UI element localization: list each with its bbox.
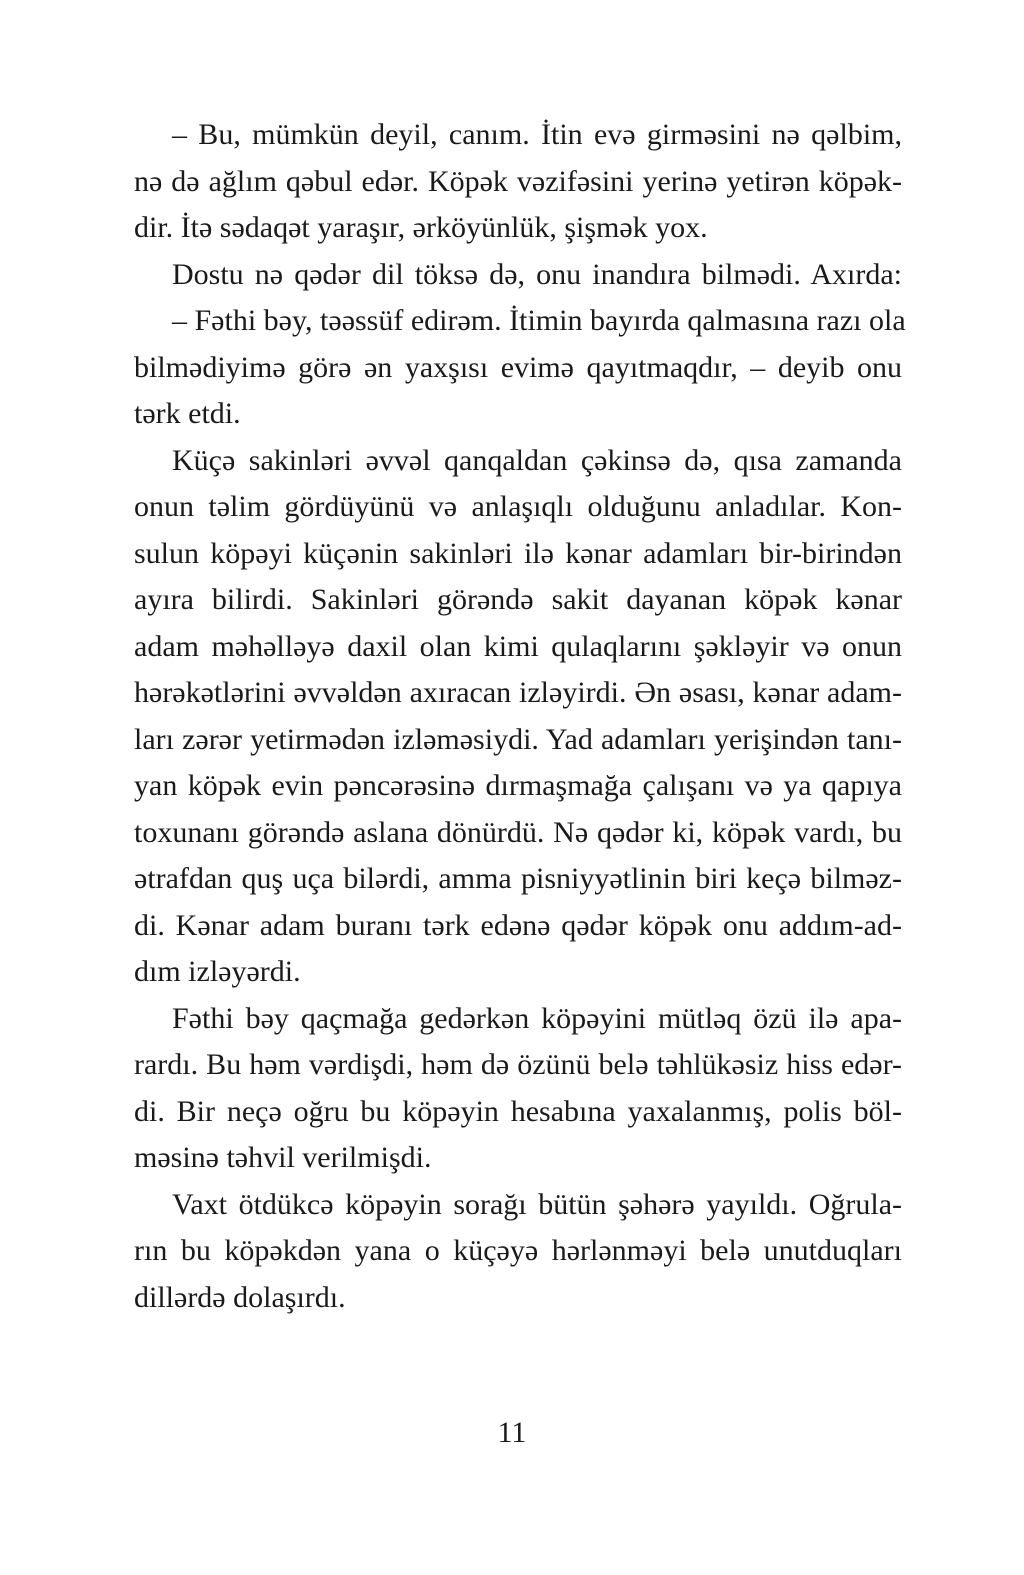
text-line: yan köpək evin pəncərəsinə dırmaşmağa çalışanı və ya qapıya — [134, 769, 902, 802]
text-line: sulun köpəyi küçənin sakinləri ilə kənar adamları bir-birindən — [134, 536, 902, 570]
text-line: Küçə sakinləri əvvəl qanqaldan çəkinsə də, qısa zamanda — [172, 443, 902, 477]
text-line: di. Kənar adam buranı tərk edənə qədər köpək onu addım-ad- — [134, 908, 902, 942]
text-line: dir. İtə sədaqət yaraşır, ərköyünlük, şişmək yox. — [134, 211, 708, 244]
text-line: Fəthi bəy qaçmağa gedərkən köpəyini mütləq özü ilə apa- — [172, 1001, 902, 1035]
text-line: di. Bir neçə oğru bu köpəyin hesabına yaxalanmış, polis böl- — [134, 1094, 902, 1128]
text-line: – Bu, mümkün deyil, canım. İtin evə girməsini nə qəlbim, — [172, 118, 902, 151]
text-line: ətrafdan quş uça bilərdi, amma pisniyyətlinin biri keçə bilməz- — [134, 862, 902, 895]
text-line: ları zərər yetirmədən izləməsiydi. Yad adamları yerişindən tanı- — [134, 722, 902, 756]
text-line: Vaxt ötdükcə köpəyin sorağı bütün şəhərə yayıldı. Oğrula- — [172, 1187, 902, 1221]
text-line: nə də ağlım qəbul edər. Köpək vəzifəsini yerinə yetirən köpək- — [134, 164, 902, 198]
text-line: məsinə təhvil verilmişdi. — [134, 1141, 432, 1174]
text-line: adam məhəlləyə daxil olan kimi qulaqlarını şəkləyir və onun — [134, 629, 902, 663]
text-line: rın bu köpəkdən yana o küçəyə hərlənməyi belə unutduqları — [134, 1234, 902, 1267]
text-line: hərəkətlərini əvvəldən axıracan izləyirdi. Ən əsası, kənar adam- — [134, 676, 902, 709]
text-line: dillərdə dolaşırdı. — [134, 1280, 346, 1314]
text-line: tərk etdi. — [134, 397, 241, 430]
text-line: rardı. Bu həm vərdişdi, həm də özünü belə təhlükəsiz hiss edər- — [134, 1048, 902, 1081]
body-text — [134, 112, 906, 1321]
text-line: bilmədiyimə görə ən yaxşısı evimə qayıtmaqdır, – deyib onu — [134, 350, 902, 384]
text-line: onun təlim gördüyünü və anlaşıqlı olduğunu anladılar. Kon- — [134, 490, 902, 523]
text-line: – Fəthi bəy, təəssüf edirəm. İtimin bayırda qalmasına razı ola — [172, 304, 906, 337]
text-line: ayıra bilirdi. Sakinləri görəndə sakit dayanan köpək kənar — [134, 583, 902, 616]
text-line: Dostu nə qədər dil töksə də, onu inandıra bilmədi. Axırda: — [172, 257, 902, 291]
page-number: 11 — [497, 1416, 527, 1449]
text-line: dım izləyərdi. — [134, 955, 301, 988]
text-line: toxunanı görəndə aslana dönürdü. Nə qədər ki, köpək vardı, bu — [134, 815, 902, 849]
